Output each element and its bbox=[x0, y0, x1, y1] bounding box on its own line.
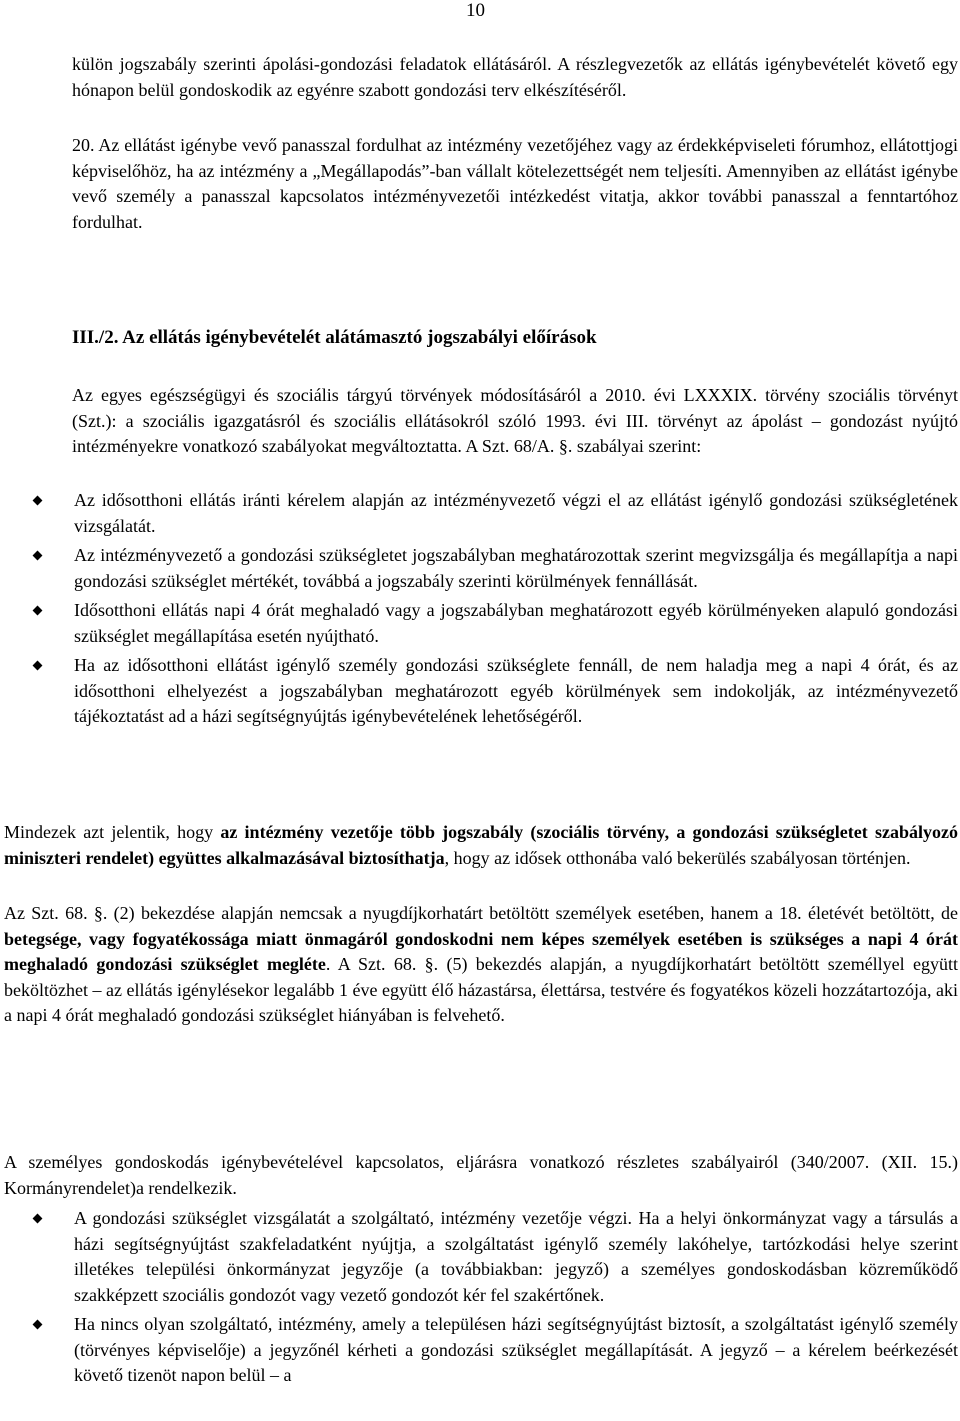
paragraph-complaint: 20. Az ellátást igénybe vevő panasszal fordulhat az intézmény vezetőjéhez vagy az érdekképviseleti fórumhoz, ellátottjogi képviselőhöz, ha az intézmény a „Megállapodás”-ban vállalt kötelezettségét nem teljesíti. Amennyiben az ellátást igénybe vevő személy a panasszal kapcsolatos intézményvezetői intézkedést vitatja, akkor további panasszal a fenntartóhoz fordulhat. bbox=[72, 135, 958, 232]
paragraph-szt-68: Az Szt. 68. §. (2) bekezdése alapján nemcsak a nyugdíjkorhatárt betöltött személyek esetében, hanem a 18. életévét betöltött, de betegsége, vagy fogyatékossága miatt önmagáról gondoskodni nem képes személyek esetében is szükséges a napi 4 órát meghaladó gondozási szükséglet megléte. A Szt. 68. §. (5) bekezdés alapján, a nyugdíjkorhatárt betöltött személlyel együtt beköltözhet – az ellátás igénylésekor legalább 1 éve együtt élő házastársa, élettársa, testvére és fogyatékos közeli hozzátartozója, aki a napi 4 órát meghaladó gondozási szükséglet hiányában is felvehető. bbox=[4, 903, 958, 1025]
paragraph-government-decree: A személyes gondoskodás igénybevételével kapcsolatos, eljárásra vonatkozó részletes szabályairól (340/2007. (XII. 15.) Kormányrendelet)a rendelkezik. bbox=[4, 1152, 958, 1198]
regulation-bullet-list bbox=[4, 488, 958, 734]
paragraph-care-plan: külön jogszabály szerinti ápolási-gondozási feladatok ellátásáról. A részlegvezetők az ellátás igénybevételét követő egy hónapon belül gondoskodik az egyénre szabott gondozási terv elkészítéséről. bbox=[72, 54, 958, 100]
diamond-bullet-icon bbox=[33, 661, 43, 671]
paragraph-summary: Mindezek azt jelentik, hogy az intézmény vezetője több jogszabály (szociális törvény, a gondozási szükségletet szabályozó miniszteri rendelet) együttes alkalmazásával biztosíthatja, hogy az idősek otthonába való bekerülés szabályosan történjen. bbox=[4, 822, 958, 868]
diamond-bullet-icon bbox=[33, 551, 43, 561]
procedure-bullet-list bbox=[4, 1206, 958, 1393]
diamond-bullet-icon bbox=[33, 1214, 43, 1224]
list-item: Az intézményvezető a gondozási szükségletet jogszabályban meghatározottak szerint megvizsgálja és megállapítja a napi gondozási szükséglet mértékét, továbbá a jogszabály szerinti körülmények fennállását. bbox=[4, 543, 958, 594]
list-item: Az idősotthoni ellátás iránti kérelem alapján az intézményvezető végzi el az ellátást igénylő gondozási szükségletének vizsgálatát. bbox=[4, 488, 958, 539]
list-item: A gondozási szükséglet vizsgálatát a szolgáltató, intézmény vezetője végzi. Ha a helyi önkormányzat vagy a társulás a házi segítségnyújtást szakfeladatként nyújtja, a szolgáltatást igénylő személy lakóhelye, tartózkodási helye szerint illetékes települési önkormányzat jegyzője (a továbbiakban: jegyző) a személyes gondoskodásban közreműködő szakképzett szociális gondozót vagy vezető gondozót kér fel szakértőnek. bbox=[4, 1206, 958, 1308]
paragraph-law-amendment: Az egyes egészségügyi és szociális tárgyú törvények módosításáról a 2010. évi LXXXIX. törvény szociális törvényt (Szt.): a szociális igazgatásról és szociális ellátásokról szóló 1993. évi III. törvényt az ápolást – gondozást nyújtó intézményekre vonatkozó szabályokat megváltoztatta. A Szt. 68/A. §. szabályai szerint: bbox=[72, 385, 958, 456]
diamond-bullet-icon bbox=[33, 606, 43, 616]
page-number: 10 bbox=[466, 0, 485, 21]
list-item: Idősotthoni ellátás napi 4 órát meghaladó vagy a jogszabályban meghatározott egyéb körülményeken alapuló gondozási szükséglet megállapítása esetén nyújtható. bbox=[4, 598, 958, 649]
diamond-bullet-icon bbox=[33, 496, 43, 506]
section-heading: III./2. Az ellátás igénybevételét alátámasztó jogszabályi előírások bbox=[72, 327, 597, 348]
list-item: Ha az idősotthoni ellátást igénylő személy gondozási szükséglete fennáll, de nem haladja meg a napi 4 órát, és az idősotthoni elhelyezést a jogszabályban meghatározott egyéb körülmények sem indokolják, az intézményvezető tájékoztatást ad a házi segítségnyújtás igénybevételének lehetőségéről. bbox=[4, 653, 958, 730]
list-item: Ha nincs olyan szolgáltató, intézmény, amely a településen házi segítségnyújtást biztosít, a szolgáltatást igénylő személy (törvényes képviselője) a jegyzőnél kérheti a gondozási szükséglet megállapítását. A jegyző – a kérelem beérkezését követő tizenöt napon belül – a bbox=[4, 1312, 958, 1389]
diamond-bullet-icon bbox=[33, 1320, 43, 1330]
